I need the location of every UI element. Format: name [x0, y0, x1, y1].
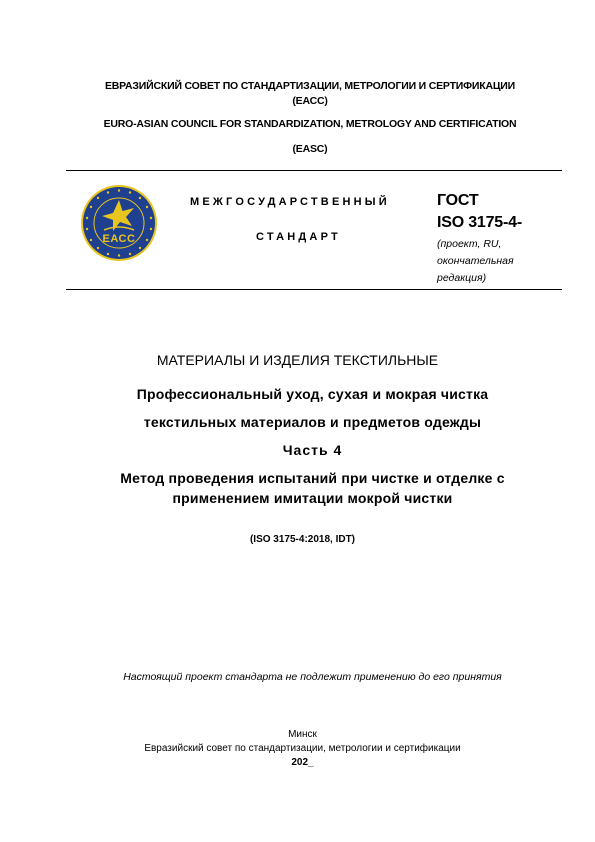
title-line3: текстильных материалов и предметов одежды — [143, 414, 482, 430]
org-abbr-en: (EASC) — [292, 143, 328, 155]
title-line2: Профессиональный уход, сухая и мокрая чистка — [136, 386, 489, 402]
title-main: МАТЕРИАЛЫ И ИЗДЕЛИЯ ТЕКСТИЛЬНЫЕ — [156, 352, 439, 368]
gost-label: ГОСТ — [437, 192, 479, 209]
footer-publisher: Евразийский совет по стандартизации, метрологии и сертификации — [144, 743, 461, 754]
org-name-en: EURO-ASIAN COUNCIL FOR STANDARDIZATION, METROLOGY AND CERTIFICATION — [103, 118, 517, 130]
logo-text: ЕАСС — [102, 233, 136, 245]
title-line5: Метод проведения испытаний при чистке и отделке с — [120, 470, 505, 486]
title-line6: применением имитации мокрой чистки — [172, 490, 453, 506]
draft-note-line3: редакция) — [437, 272, 487, 284]
easc-logo — [80, 184, 158, 262]
org-abbr-ru: (ЕАСС) — [292, 95, 328, 107]
standard-number: ISO 3175-4- — [437, 214, 522, 231]
standard-type-line1: МЕЖГОСУДАРСТВЕННЫЙ — [190, 196, 390, 208]
standard-type-line2: СТАНДАРТ — [256, 231, 341, 243]
footer-year: 202_ — [291, 757, 314, 768]
draft-note-line1: (проект, RU, — [437, 238, 502, 250]
top-rule — [66, 170, 562, 171]
footer-city: Минск — [288, 729, 317, 740]
org-name-ru: ЕВРАЗИЙСКИЙ СОВЕТ ПО СТАНДАРТИЗАЦИИ, МЕТРОЛОГИИ И СЕРТИФИКАЦИИ — [104, 80, 516, 92]
draft-note-line2: окончательная — [437, 255, 514, 267]
bottom-rule — [66, 289, 562, 290]
title-part: Часть 4 — [282, 442, 343, 458]
draft-notice: Настоящий проект стандарта не подлежит применению до его принятия — [123, 671, 502, 683]
iso-reference: (ISO 3175-4:2018, IDT) — [249, 534, 356, 545]
